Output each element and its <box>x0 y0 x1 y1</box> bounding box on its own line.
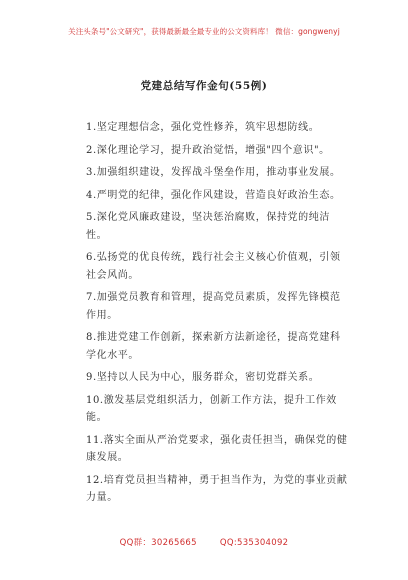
footer-contact <box>0 536 408 548</box>
list-item: 7.加强党员教育和管理，提高党员素质，发挥先锋模范作用。 <box>86 292 341 321</box>
item-list <box>86 119 350 512</box>
footer-qq-group: QQ群：30265665 <box>119 538 197 548</box>
list-item: 12.培育党员担当精神，勇于担当作为，为党的事业贡献力量。 <box>86 474 348 503</box>
list-item: 1.坚定理想信念，强化党性修养，筑牢思想防线。 <box>86 122 320 133</box>
footer-qq: QQ:535304092 <box>219 538 289 548</box>
list-item: 10.激发基层党组织活力，创新工作方法，提升工作效能。 <box>86 394 337 423</box>
document-title: 党建总结写作金句(55例) <box>140 80 268 92</box>
list-item: 5.深化党风廉政建设，坚决惩治腐败，保持党的纯洁性。 <box>86 212 330 241</box>
list-item: 9.坚持以人民为中心，服务群众，密切党群关系。 <box>86 372 320 383</box>
list-item: 8.推进党建工作创新，探索新方法新途径，提高党建科学化水平。 <box>86 332 341 361</box>
list-item: 3.加强组织建设，发挥战斗堡垒作用，推动事业发展。 <box>86 167 341 178</box>
list-item: 6.弘扬党的优良传统，践行社会主义核心价值观，引领社会风尚。 <box>86 252 341 281</box>
header-note: 关注头条号"公文研究"，获得最新最全最专业的公文资料库！ 微信：gongwenyj <box>68 27 340 36</box>
list-item: 2.深化理论学习，提升政治觉悟，增强"四个意识"。 <box>86 144 330 156</box>
list-item: 4.严明党的纪律，强化作风建设，营造良好政治生态。 <box>86 189 341 201</box>
list-item: 11.落实全面从严治党要求，强化责任担当，确保党的健康发展。 <box>86 434 348 463</box>
